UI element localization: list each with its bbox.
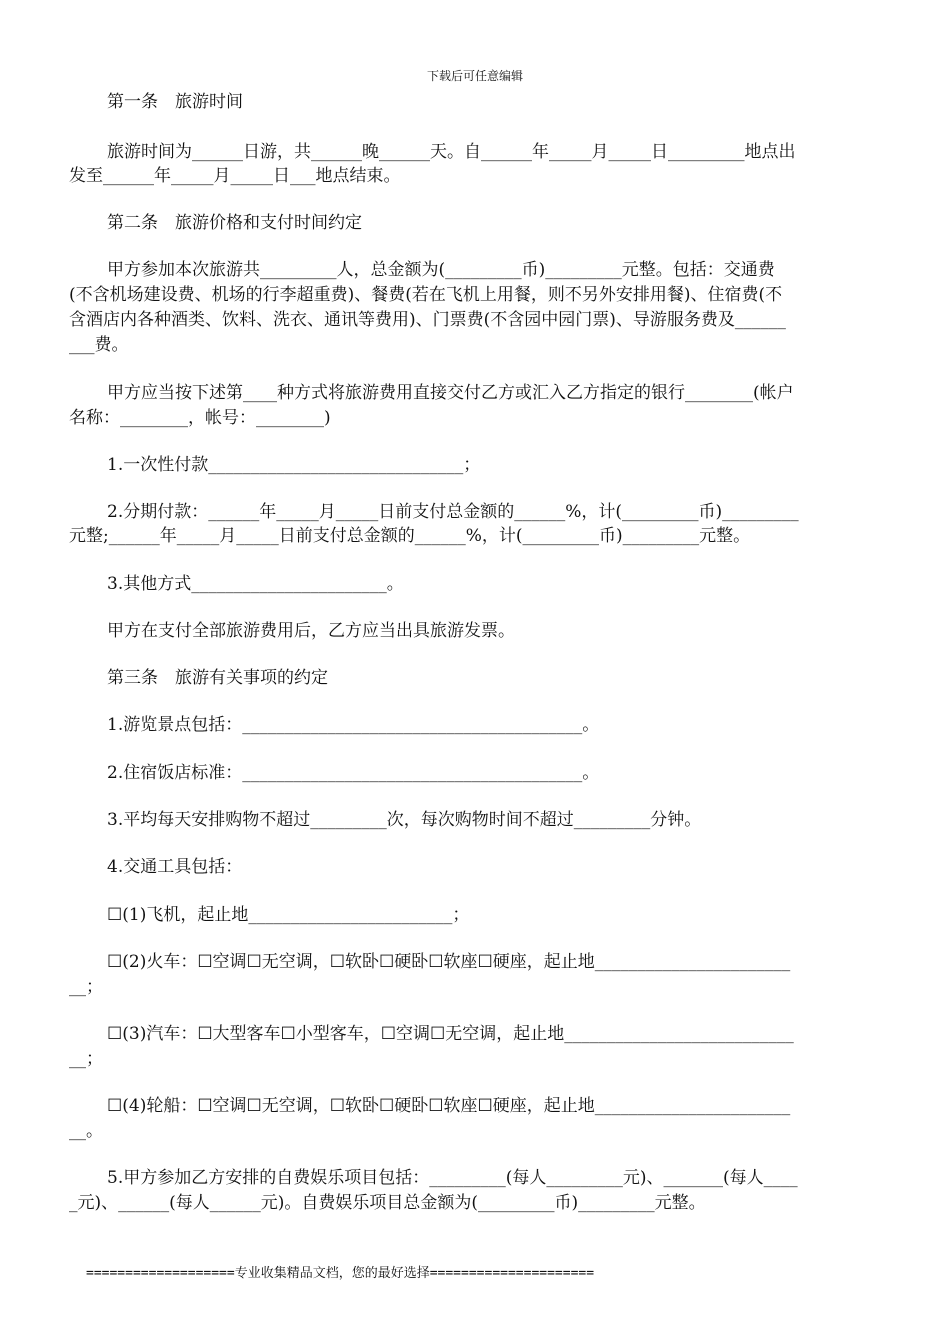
lump-sum-payment: 1.一次性付款______________________________；: [107, 455, 481, 475]
attractions-item: 1.游览景点包括：________________________________________。: [107, 715, 600, 735]
price-line-2: (不含机场建设费、机场的行李超重费)、餐费(若在飞机上用餐，则不另外安排用餐)、住宿费(不: [69, 285, 783, 305]
page-footer: ===================专业收集精品文档，您的最好选择=====================: [86, 1266, 595, 1281]
payment-method-line-1: 甲方应当按下述第____种方式将旅游费用直接交付乙方或汇入乙方指定的银行________(帐户: [107, 383, 794, 403]
article-3-heading: 第三条 旅游有关事项的约定: [107, 668, 328, 688]
shopping-item: 3.平均每天安排购物不超过_________次，每次购物时间不超过_________分钟。: [107, 810, 702, 830]
transport-bus-line-2: __；: [69, 1049, 103, 1069]
travel-time-line-2: 发至______年_____月_____日___地点结束。: [69, 166, 401, 186]
transport-ship-line-1: ☐(4)轮船：☐空调☐无空调，☐软卧☐硬卧☐软座☐硬座，起止地_______________________: [107, 1096, 791, 1116]
installment-line-1: 2.分期付款：______年_____月_____日前支付总金额的______%，计(_________币)_________: [107, 502, 799, 522]
page-header: 下载后可任意编辑: [426, 69, 523, 83]
transport-ship-line-2: __。: [69, 1121, 103, 1141]
price-line-4: ___费。: [69, 335, 129, 355]
invoice-clause: 甲方在支付全部旅游费用后，乙方应当出具旅游发票。: [107, 621, 515, 641]
travel-time-line-1: 旅游时间为______日游，共______晚______天。自______年_____月_____日_________地点出: [107, 142, 796, 162]
transport-train-line-1: ☐(2)火车：☐空调☐无空调，☐软卧☐硬卧☐软座☐硬座，起止地_______________________: [107, 952, 791, 972]
price-line-1: 甲方参加本次旅游共_________人，总金额为(_________币)_________元整。包括：交通费: [107, 260, 775, 280]
hotel-standard-item: 2.住宿饭店标准：________________________________________。: [107, 763, 600, 783]
other-payment: 3.其他方式_______________________。: [107, 574, 404, 594]
price-line-3: 含酒店内各种酒类、饮料、洗衣、通讯等费用)、门票费(不含园中园门票)、导游服务费及______: [69, 310, 786, 330]
entertainment-line-2: _元)、______(每人______元)。自费娱乐项目总金额为(_________币)_________元整。: [69, 1193, 706, 1213]
transport-bus-line-1: ☐(3)汽车：☐大型客车☐小型客车，☐空调☐无空调，起止地___________________________: [107, 1024, 794, 1044]
article-2-heading: 第二条 旅游价格和支付时间约定: [107, 213, 362, 233]
entertainment-line-1: 5.甲方参加乙方安排的自费娱乐项目包括：_________(每人_________元)、_______(每人____: [107, 1168, 798, 1188]
installment-line-2: 元整;______年_____月_____日前支付总金额的______%，计(_________币)_________元整。: [69, 526, 751, 546]
transport-train-line-2: __；: [69, 977, 103, 997]
transport-heading: 4.交通工具包括：: [107, 857, 243, 877]
payment-method-line-2: 名称：________，帐号：________): [69, 408, 331, 428]
article-1-heading: 第一条 旅游时间: [107, 92, 243, 112]
transport-plane: ☐(1)飞机，起止地________________________；: [107, 905, 470, 925]
